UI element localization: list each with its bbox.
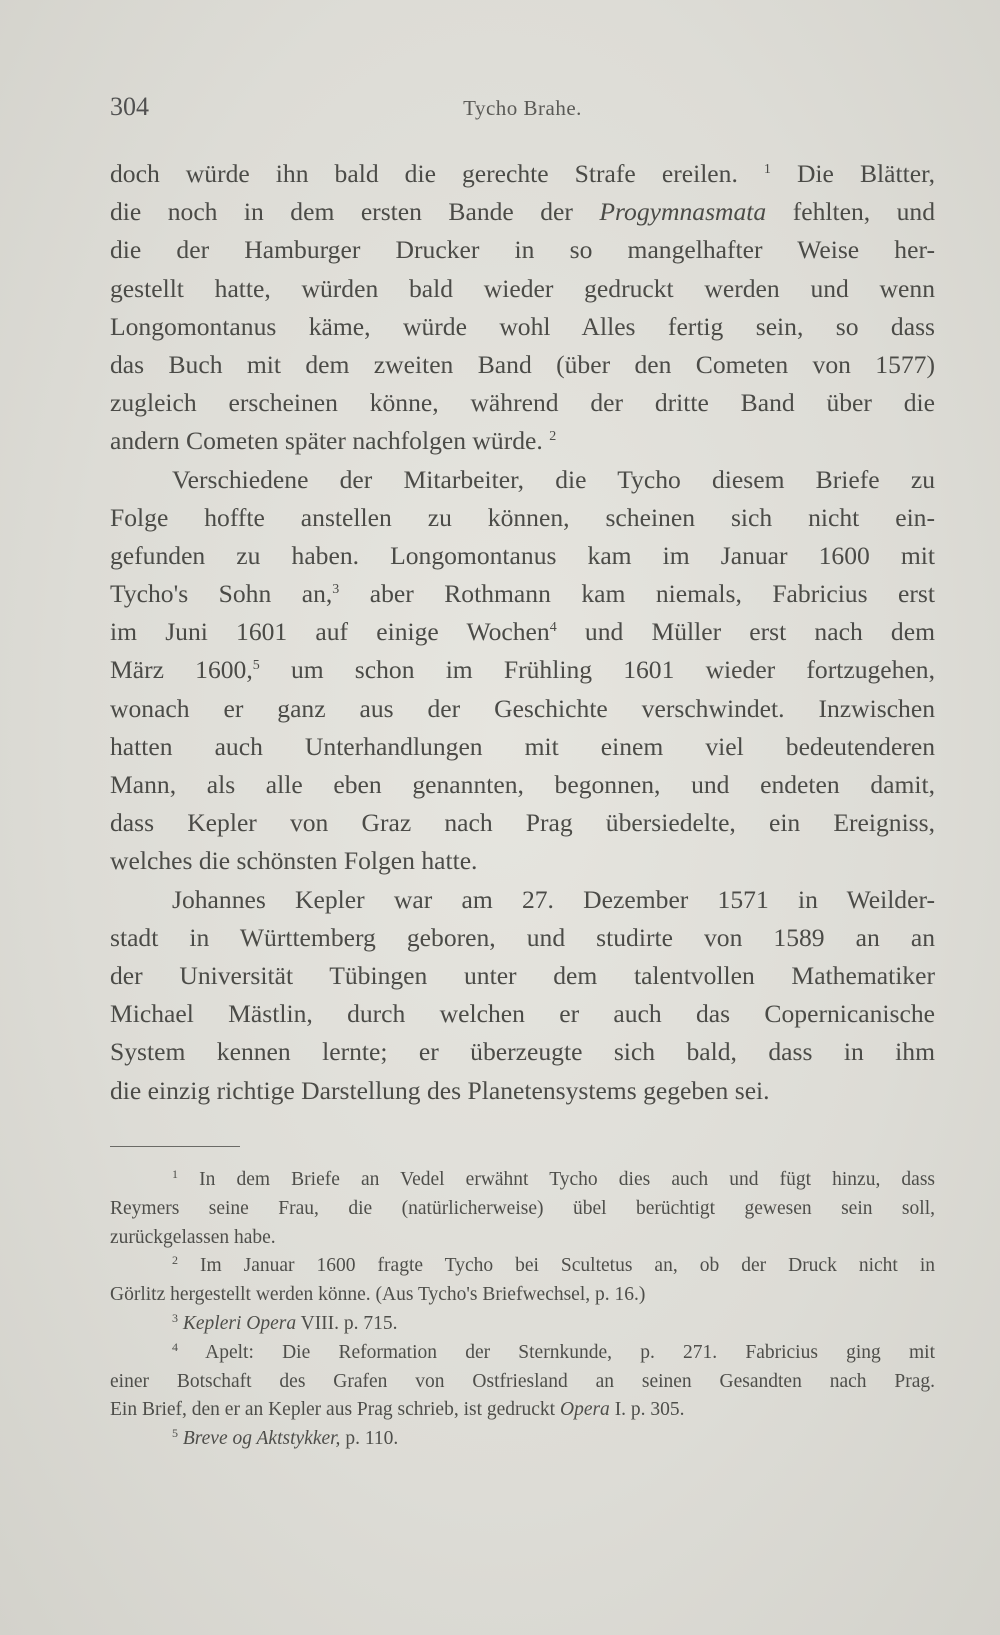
text-line: die noch in dem ersten Bande der Progymnasmata fehlten, und bbox=[110, 197, 935, 227]
text-line: doch würde ihn bald die gerechte Strafe ereilen. $^1$ Die Blätter, bbox=[110, 159, 935, 188]
footnote-line: $^3$ Kepleri Opera VIII. p. 715. bbox=[172, 1310, 398, 1334]
text-line: Longomontanus käme, würde wohl Alles fertig sein, so dass bbox=[110, 311, 935, 341]
footnote-line: $^1$ In dem Briefe an Vedel erwähnt Tycho dies auch und fügt hinzu, dass bbox=[172, 1167, 936, 1190]
paragraph-3 bbox=[110, 881, 935, 1110]
footnote-3 bbox=[110, 1310, 935, 1339]
text-line: Johannes Kepler war am 27. Dezember 1571 in Weilder- bbox=[172, 884, 935, 914]
text-line: das Buch mit dem zweiten Band (über den Cometen von 1577) bbox=[110, 349, 935, 379]
text-line: gestellt hatte, würden bald wieder gedruckt werden und wenn bbox=[110, 273, 935, 303]
text-line: März 1600,$^5$ um schon im Frühling 1601 wieder fortzugehen, bbox=[110, 655, 935, 685]
footnote-5 bbox=[110, 1425, 935, 1454]
footnotes bbox=[110, 1166, 935, 1454]
text-line: System kennen lernte; er überzeugte sich bald, dass in ihm bbox=[110, 1037, 935, 1067]
footnote-number: 1 bbox=[172, 1167, 178, 1181]
footnote-line: Görlitz hergestellt werden könne. (Aus Tycho's Briefwechsel, p. 16.) bbox=[110, 1284, 646, 1306]
footnote-ref[interactable]: 1 bbox=[763, 162, 771, 177]
text-line: gefunden zu haben. Longomontanus kam im Januar 1600 mit bbox=[110, 540, 935, 570]
text-line: Mann, als alle eben genannten, begonnen, und endeten damit, bbox=[110, 770, 935, 799]
footnote-line: Reymers seine Frau, die (natürlicherweise) übel berüchtigt gewesen sein soll, bbox=[110, 1197, 935, 1219]
footnote-ref[interactable]: 2 bbox=[549, 429, 557, 445]
book-title: Progymnasmata bbox=[599, 197, 767, 227]
footnote-ref[interactable]: 3 bbox=[332, 582, 340, 598]
footnote-line: $^4$ Apelt: Die Reformation der Sternkunde, p. 271. Fabricius ging mit bbox=[172, 1339, 935, 1363]
footnote-4 bbox=[110, 1339, 935, 1425]
text-line: der Universität Tübingen unter dem talentvollen Mathematiker bbox=[110, 960, 935, 990]
page-number: 304 bbox=[110, 92, 149, 121]
running-title: Tycho Brahe. bbox=[463, 96, 582, 120]
footnote-number: 2 bbox=[172, 1253, 178, 1268]
footnote-ref[interactable]: 4 bbox=[549, 620, 557, 636]
text-line: hatten auch Unterhandlungen mit einem viel bedeutenderen bbox=[110, 731, 935, 761]
footnote-line: einer Botschaft des Grafen von Ostfriesland an seinen Gesandten nach Prag. bbox=[110, 1370, 935, 1392]
text-line: wonach er ganz aus der Geschichte verschwindet. Inzwischen bbox=[110, 693, 935, 723]
main-text bbox=[110, 155, 935, 1110]
footnote-divider bbox=[110, 1146, 240, 1147]
text-line: dass Kepler von Graz nach Prag übersiedelte, ein Ereigniss, bbox=[110, 808, 935, 838]
footnote-2 bbox=[110, 1252, 935, 1310]
footnote-line: Ein Brief, den er an Kepler aus Prag schrieb, ist gedruckt Opera I. p. 305. bbox=[110, 1399, 685, 1421]
text-line: Verschiedene der Mitarbeiter, die Tycho diesem Briefe zu bbox=[172, 464, 935, 494]
page-header bbox=[110, 92, 935, 132]
text-line: zugleich erscheinen könne, während der dritte Band über die bbox=[110, 388, 935, 418]
text-line: im Juni 1601 auf einige Wochen$^4$ und Müller erst nach dem bbox=[110, 617, 935, 647]
paragraph-2 bbox=[110, 461, 935, 881]
text-line: andern Cometen später nachfolgen würde. $^2$ bbox=[110, 426, 557, 456]
footnote-1 bbox=[110, 1166, 935, 1252]
footnote-line: $^2$ Im Januar 1600 fragte Tycho bei Scultetus an, ob der Druck nicht in bbox=[172, 1253, 935, 1277]
footnote-number: 3 bbox=[172, 1310, 178, 1325]
footnote-number: 4 bbox=[172, 1339, 178, 1354]
footnote-line: $^5$ Breve og Aktstykker, p. 110. bbox=[172, 1426, 399, 1450]
footnote-line: zurückgelassen habe. bbox=[110, 1226, 276, 1248]
paragraph-1 bbox=[110, 155, 935, 461]
footnote-ref[interactable]: 5 bbox=[252, 658, 260, 674]
text-line: welches die schönsten Folgen hatte. bbox=[110, 846, 478, 876]
text-line: die einzig richtige Darstellung des Planetensystems gegeben sei. bbox=[110, 1075, 770, 1105]
text-line: Tycho's Sohn an,$^3$ aber Rothmann kam niemals, Fabricius erst bbox=[110, 579, 935, 609]
text-line: die der Hamburger Drucker in so mangelhafter Weise her- bbox=[110, 235, 935, 265]
text-line: Folge hoffte anstellen zu können, scheinen sich nicht ein- bbox=[110, 502, 935, 532]
text-line: stadt in Württemberg geboren, und studirte von 1589 an an bbox=[110, 922, 935, 952]
text-line: Michael Mästlin, durch welchen er auch das Copernicanische bbox=[110, 999, 935, 1029]
footnote-number: 5 bbox=[172, 1426, 178, 1441]
